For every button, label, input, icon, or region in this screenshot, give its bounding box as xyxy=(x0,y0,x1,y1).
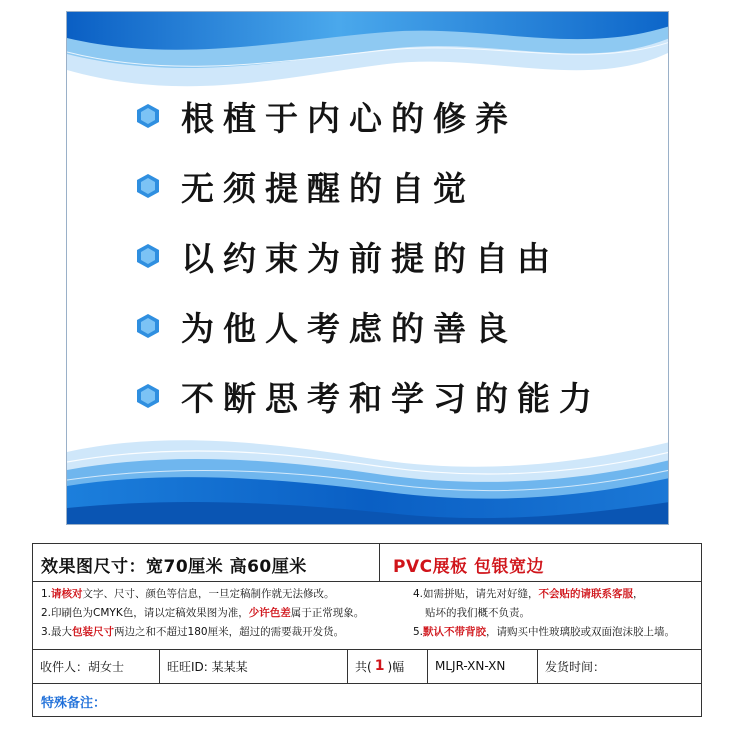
header-divider xyxy=(379,544,380,581)
note-3 xyxy=(41,625,344,639)
poster-line-text: 不断思考和学习的能力 xyxy=(181,378,601,418)
note-5-highlight: 默认不带背胶 xyxy=(423,626,487,638)
recipient-text: 收件人：胡女士 xyxy=(40,659,125,674)
note-5-text: ，请购买中性玻璃胶或双面泡沫胶上墙。 xyxy=(486,626,676,638)
note-2-text: 属于正常现象。 xyxy=(290,607,365,619)
hexagon-bullet-icon xyxy=(135,383,161,409)
note-1-text: 文字、尺寸、颜色等信息，一旦定稿制作就无法修改。 xyxy=(82,588,335,600)
note-4-prefix: 4.如需拼贴，请先对好缝， xyxy=(413,588,539,600)
note-4-line2: 贴坏的我们概不负责。 xyxy=(425,607,530,619)
quantity-cell xyxy=(348,649,428,683)
note-5 xyxy=(413,625,675,639)
poster-line xyxy=(135,86,517,146)
ship-time-label: 发货时间： xyxy=(545,659,606,674)
material-label: PVC展板 包银宽边 xyxy=(393,557,545,577)
poster-line-text: 以约束为前提的自由 xyxy=(181,238,559,278)
code-cell xyxy=(428,649,538,683)
note-1 xyxy=(41,587,335,601)
special-note-label: 特殊备注： xyxy=(41,696,107,711)
poster-line-text: 为他人考虑的善良 xyxy=(181,308,517,348)
notes-section xyxy=(33,581,701,650)
note-1-highlight: 请核对 xyxy=(51,588,83,600)
note-5-prefix: 5. xyxy=(413,626,424,638)
quantity-value: 1 xyxy=(374,658,385,674)
note-2 xyxy=(41,606,364,620)
note-1-prefix: 1. xyxy=(41,588,52,600)
poster-line xyxy=(135,366,601,426)
shipping-info-row xyxy=(33,649,701,684)
note-3-prefix: 3.最大 xyxy=(41,626,73,638)
poster-panel xyxy=(66,11,669,525)
poster-line-text: 根植于内心的修养 xyxy=(181,98,517,138)
quantity-suffix: )幅 xyxy=(387,659,405,674)
size-label: 效果图尺寸：宽70厘米 高60厘米 xyxy=(41,557,307,577)
spec-table xyxy=(32,543,702,717)
note-2-highlight: 少许色差 xyxy=(248,607,291,619)
quantity-prefix: 共( xyxy=(355,659,372,674)
note-4-text: ， xyxy=(633,588,644,600)
note-3-highlight: 包装尺寸 xyxy=(72,626,115,638)
special-note-row xyxy=(33,683,701,717)
hexagon-bullet-icon xyxy=(135,243,161,269)
wangwang-cell xyxy=(160,649,348,683)
spec-header-row xyxy=(33,544,701,582)
hexagon-bullet-icon xyxy=(135,103,161,129)
note-2-prefix: 2.印刷色为CMYK色，请以定稿效果图为准， xyxy=(41,607,249,619)
poster-line-text: 无须提醒的自觉 xyxy=(181,168,475,208)
note-4 xyxy=(413,587,644,601)
poster-line xyxy=(135,226,559,286)
note-4-highlight: 不会贴的请联系客服 xyxy=(538,588,634,600)
hexagon-bullet-icon xyxy=(135,313,161,339)
note-3-text: 两边之和不超过180厘米，超过的需要裁开发货。 xyxy=(114,626,345,638)
product-code: MLJR-XN-XN xyxy=(435,659,506,673)
hexagon-bullet-icon xyxy=(135,173,161,199)
wangwang-text: 旺旺ID: 某某某 xyxy=(167,659,248,674)
poster-line xyxy=(135,156,475,216)
poster-line xyxy=(135,296,517,356)
ship-time-cell xyxy=(538,649,702,683)
recipient-cell xyxy=(33,649,160,683)
